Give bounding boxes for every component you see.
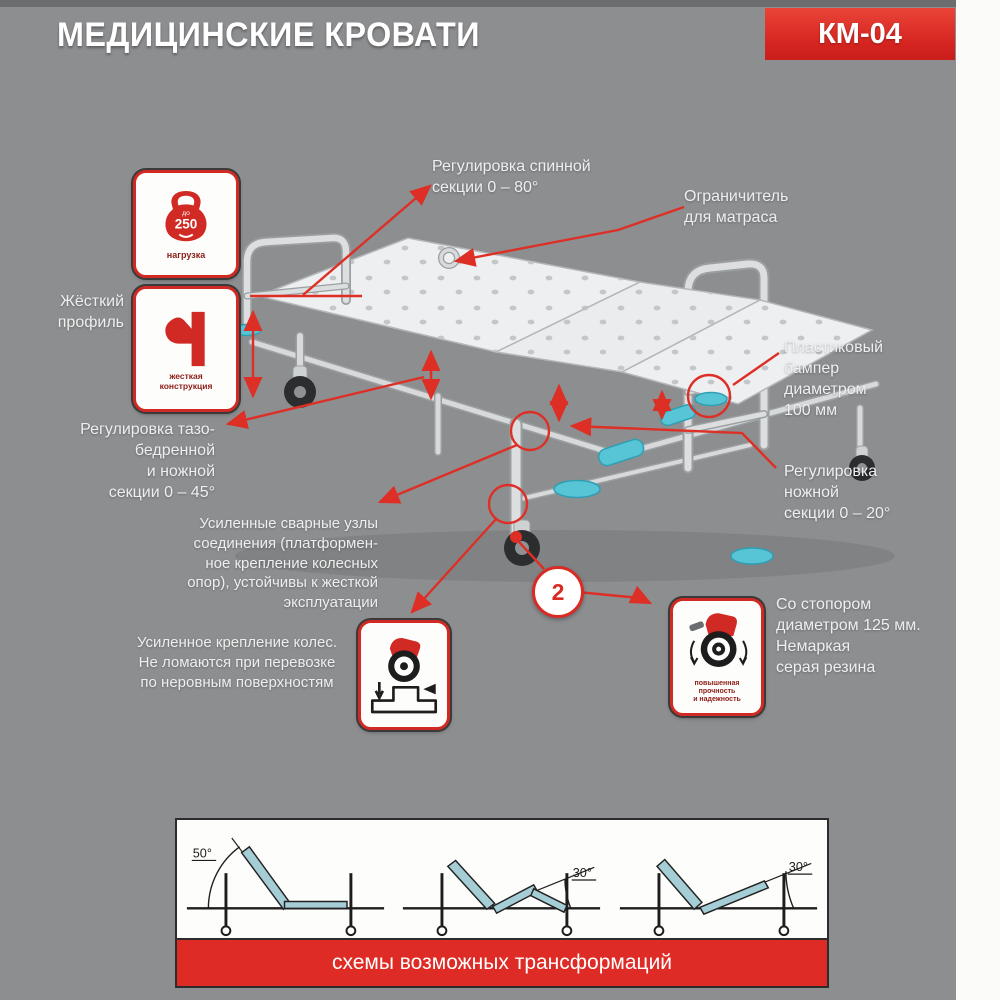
svg-text:до: до bbox=[182, 209, 190, 217]
callout-welded-joints: Усиленные сварные узлы соединения (платформен- ное крепление колесных опор), устойчивы к жесткой эксплуатации bbox=[187, 515, 378, 612]
kettlebell-icon bbox=[157, 188, 215, 250]
angle-label-1: 50° bbox=[192, 846, 212, 861]
profile-badge bbox=[133, 286, 239, 412]
callout-rigid-profile: Жёсткий профиль bbox=[57, 293, 124, 332]
caster-stop-badge bbox=[670, 598, 764, 716]
callout-hip-section: Регулировка тазо- бедренной и ножной секции 0 – 45° bbox=[80, 421, 215, 502]
callout-stopper: Со стопором диаметром 125 мм. Немаркая серая резина bbox=[776, 596, 921, 677]
caster-brake-icon bbox=[681, 610, 753, 680]
callout-mattress-stop: Ограничитель для матраса bbox=[684, 188, 789, 227]
flexed-arm-icon bbox=[158, 306, 214, 372]
load-badge-caption: нагрузка bbox=[166, 249, 206, 260]
callout-leg-section: Регулировка ножной секции 0 – 20° bbox=[784, 463, 891, 523]
scheme-1 bbox=[183, 822, 388, 938]
load-badge bbox=[133, 170, 239, 278]
marker-2: 2 bbox=[532, 566, 584, 618]
profile-badge-caption: жесткая конструкция bbox=[159, 371, 213, 391]
svg-text:250: 250 bbox=[174, 216, 198, 232]
wheel-step-badge bbox=[358, 620, 450, 730]
angle-label-2: 30° bbox=[573, 866, 593, 881]
transformation-diagrams bbox=[177, 820, 827, 938]
caster-stop-badge-caption: повышенная прочность и надежность bbox=[693, 679, 741, 704]
callout-back-section: Регулировка спинной секции 0 – 80° bbox=[432, 158, 591, 197]
callout-bumper: Пластиковый бампер диаметром 100 мм bbox=[784, 339, 884, 420]
model-badge: КМ-04 bbox=[765, 8, 955, 60]
page-title: МЕДИЦИНСКИЕ КРОВАТИ bbox=[57, 16, 480, 54]
scheme-3 bbox=[616, 822, 821, 938]
scheme-2 bbox=[399, 822, 604, 938]
callout-wheel-mount: Усиленное крепление колес. Не ломаются при перевозке по неровным поверхностям bbox=[136, 634, 338, 691]
schemes-caption-bar: схемы возможных трансформаций bbox=[177, 938, 827, 986]
transformation-panel bbox=[175, 818, 829, 988]
caster-over-step-icon bbox=[367, 630, 441, 720]
angle-label-3: 30° bbox=[788, 860, 809, 875]
